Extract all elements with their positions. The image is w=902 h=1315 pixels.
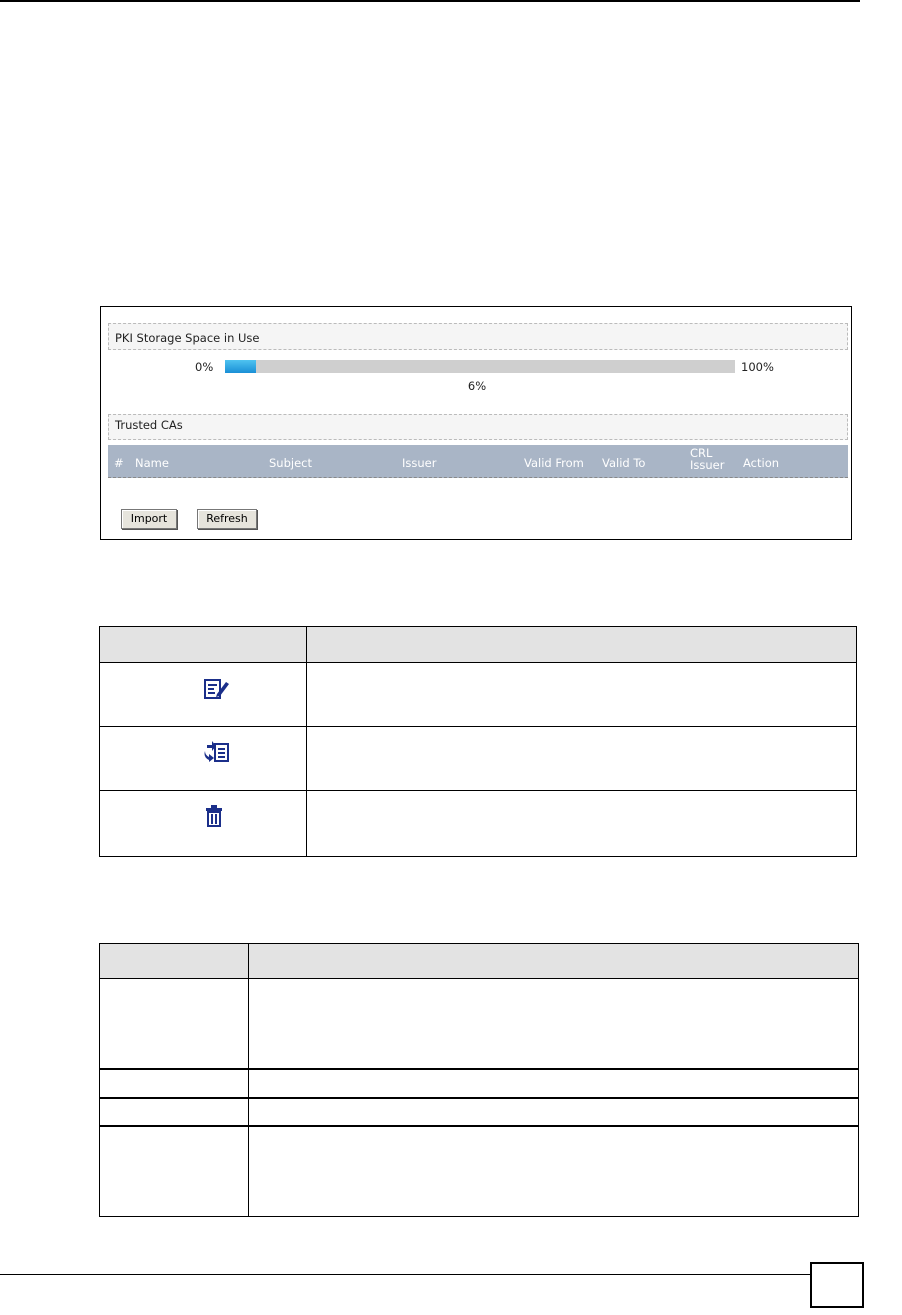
col-action: Action (743, 456, 780, 470)
icon-table (99, 626, 857, 857)
trusted-ca-panel (100, 306, 852, 540)
icon-row-export (100, 727, 306, 789)
col-subject[interactable]: Subject (269, 456, 312, 470)
col-valid-to[interactable]: Valid To (602, 456, 646, 470)
col-crl-issuer[interactable]: CRL Issuer (690, 446, 725, 472)
import-button[interactable]: Import (121, 509, 177, 529)
storage-section (108, 323, 848, 350)
storage-bar-fill (225, 360, 256, 373)
pct-max-label: 100% (741, 360, 774, 374)
refresh-button[interactable]: Refresh (197, 509, 257, 529)
col-name[interactable]: Name (135, 456, 169, 470)
delete-icon (204, 805, 230, 827)
page-number-box (810, 1262, 864, 1308)
icon-table-header (100, 627, 856, 663)
col-issuer[interactable]: Issuer (402, 456, 437, 470)
field-table-header (100, 944, 858, 979)
storage-title: PKI Storage Space in Use (115, 331, 260, 345)
storage-bar (225, 360, 735, 373)
trusted-ca-title: Trusted CAs (115, 418, 183, 432)
col-index: # (114, 456, 124, 470)
pct-value-label: 6% (467, 379, 487, 393)
bottom-rule (0, 1274, 810, 1275)
icon-row-edit (100, 664, 306, 726)
col-valid-from[interactable]: Valid From (524, 456, 584, 470)
icon-row-delete (100, 791, 306, 853)
edit-icon (204, 678, 230, 700)
export-icon (204, 741, 230, 763)
trusted-ca-section (108, 414, 848, 440)
field-table (99, 943, 859, 1217)
ca-table-header (108, 445, 848, 478)
top-rule (0, 0, 860, 2)
pct-min-label: 0% (195, 360, 214, 374)
